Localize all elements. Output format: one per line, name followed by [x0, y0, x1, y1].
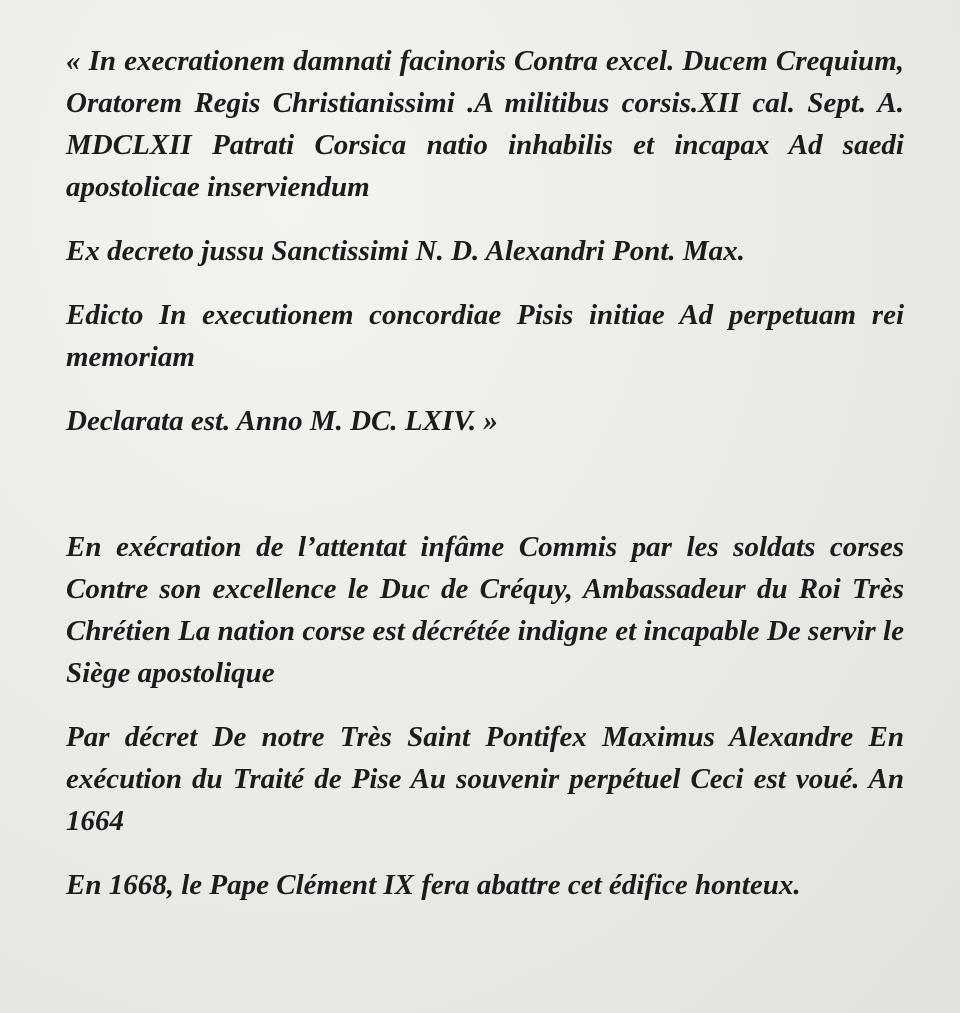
french-paragraph-1: En exécration de l’attentat infâme Commis par les soldats corses Contre son excellence le Duc de Créquy, Ambassadeur du Roi Très Chrétien La nation corse est décrétée indigne et incapable De servir le Siège apostolique: [66, 531, 904, 689]
french-paragraph-2: Par décret De notre Très Saint Pontifex Maximus Alexandre En exécution du Traité de Pise Au souvenir perpétuel Ceci est voué. An 1664: [66, 721, 904, 837]
section-gap: [66, 464, 904, 526]
french-paragraph-3: En 1668, le Pape Clément IX fera abattre cet édifice honteux.: [66, 869, 801, 901]
latin-paragraph-4: Declarata est. Anno M. DC. LXIV. »: [66, 405, 498, 437]
latin-inscription: [66, 40, 904, 442]
latin-paragraph-3: Edicto In executionem concordiae Pisis initiae Ad perpetuam rei memoriam: [66, 299, 904, 373]
latin-paragraph-1: « In execrationem damnati facinoris Contra excel. Ducem Crequium, Oratorem Regis Christianissimi .A militibus corsis.XII cal. Sept. A. MDCLXII Patrati Corsica natio inhabilis et incapax Ad saedi apostolicae inserviendum: [66, 45, 904, 203]
french-translation: [66, 526, 904, 906]
latin-paragraph-2: Ex decreto jussu Sanctissimi N. D. Alexandri Pont. Max.: [66, 235, 745, 267]
